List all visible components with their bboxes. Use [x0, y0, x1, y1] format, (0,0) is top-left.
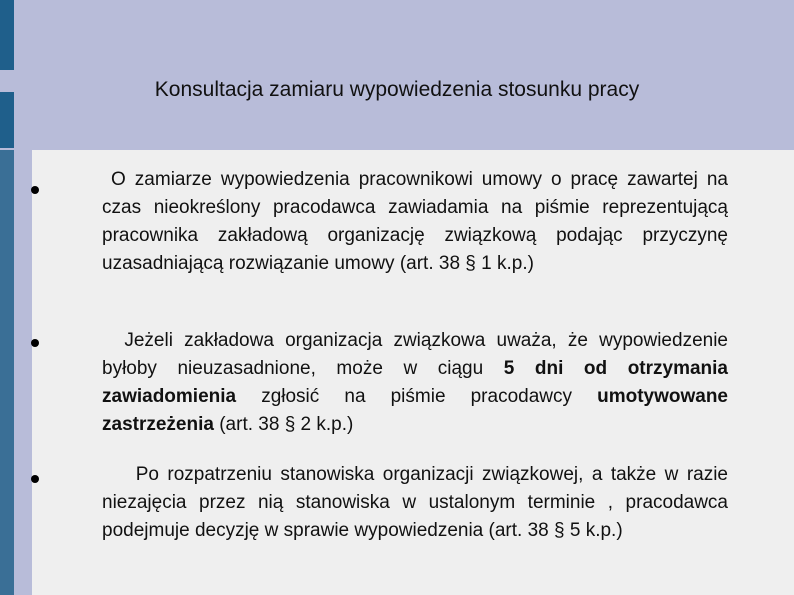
left-accent-bar-bottom — [0, 150, 14, 595]
text-segment: O zamiarze wypowiedzenia pracownikowi umowy o pracę zawartej na czas nieokreślony pracodawca zawiadamia na piśmie reprezentującą pracownika zakładową organizację związkową podając przyczynę uzasadniającą rozwiązanie umowy (art. 38 § 1 k.p.) — [102, 169, 728, 274]
text-segment: zgłosić na piśmie pracodawcy — [236, 386, 598, 407]
content-panel — [32, 150, 794, 595]
left-accent-bar-top — [0, 0, 14, 70]
slide-title: Konsultacja zamiaru wypowiedzenia stosunku pracy — [154, 78, 640, 101]
text-segment-bold: umotywowane zastrzeżenia — [102, 386, 728, 435]
text-segment: Jeżeli zakładowa organizacja związkowa uważa, że wypowiedzenie byłoby nieuzasadnione, może w ciągu — [102, 330, 728, 379]
bullet-dot — [31, 475, 39, 483]
text-segment: Po rozpatrzeniu stanowiska organizacji związkowej, a także w razie niezajęcia przez nią stanowiska w ustalonym terminie , pracodawca podejmuje decyzję w sprawie wypowiedzenia (art. 38 § 5 k.p.) — [102, 464, 728, 541]
text-segment: (art. 38 § 2 k.p.) — [213, 414, 354, 435]
bullet-text-3 — [102, 461, 728, 545]
bullet-text-1 — [102, 166, 728, 278]
text-segment-bold: 5 dni od otrzymania zawiadomienia — [102, 358, 728, 407]
bullet-text-2 — [102, 327, 728, 439]
bullet-dot — [31, 339, 39, 347]
bullet-dot — [31, 186, 39, 194]
